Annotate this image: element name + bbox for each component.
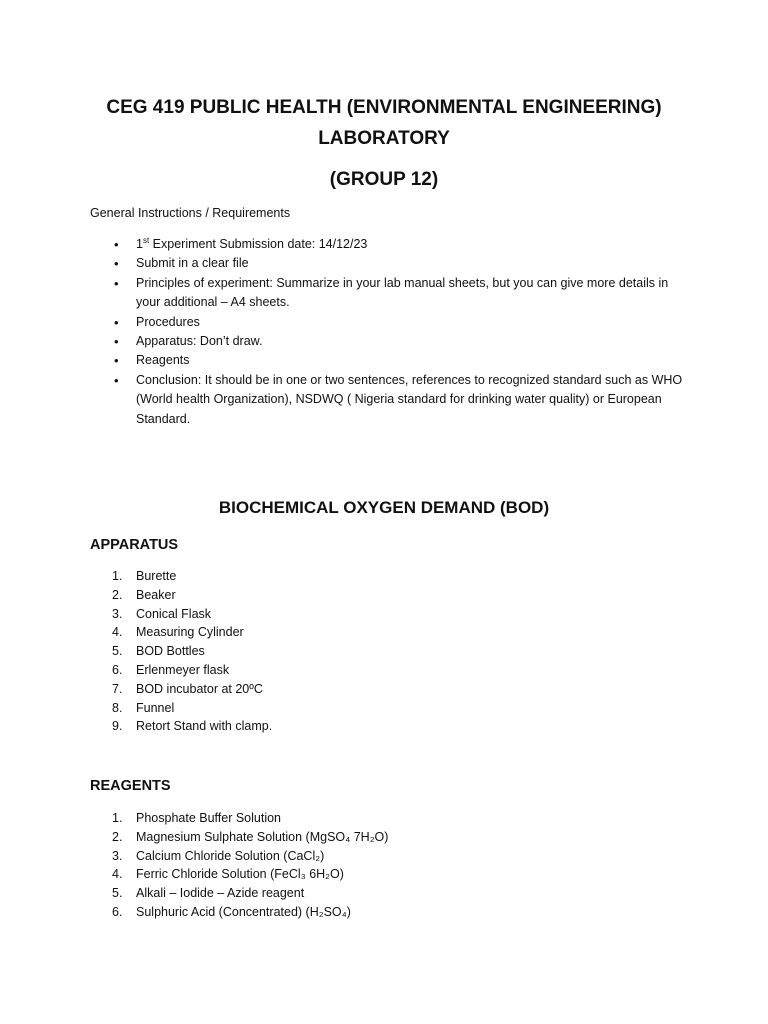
list-item <box>90 680 690 699</box>
list-item-text: Sulphuric Acid (Concentrated) (H₂SO₄) <box>136 904 351 919</box>
list-number: 6. <box>112 904 123 919</box>
list-item-text: Magnesium Sulphate Solution (MgSO₄ 7H₂O) <box>136 829 389 844</box>
list-item-text: Burette <box>136 569 177 583</box>
list-item <box>90 274 690 313</box>
ordinal-suffix: st <box>142 236 150 245</box>
list-item-text: BOD Bottles <box>136 644 205 659</box>
list-item <box>90 903 690 922</box>
general-instructions-label: General Instructions / Requirements <box>90 206 291 220</box>
list-item-text: Retort Stand with clamp. <box>136 719 273 734</box>
list-item <box>90 235 690 254</box>
list-number: 8. <box>112 700 123 715</box>
list-item <box>90 313 690 332</box>
list-item <box>90 661 690 680</box>
instructions-list <box>90 235 690 429</box>
list-number: 9. <box>112 719 123 734</box>
list-number: 5. <box>112 886 123 901</box>
list-item <box>90 642 690 661</box>
list-item <box>90 586 690 605</box>
list-item-text: Erlenmeyer flask <box>136 662 230 677</box>
list-number: 3. <box>112 848 123 863</box>
list-item-text: Funnel <box>136 700 175 715</box>
apparatus-heading: APPARATUS <box>90 537 179 553</box>
list-item <box>90 371 690 429</box>
list-item-text: Ferric Chloride Solution (FeCl₃ 6H₂O) <box>136 867 344 882</box>
list-item-text: Experiment Submission date: 14/12/23 <box>149 237 368 251</box>
list-number: 4. <box>112 625 123 640</box>
list-item-text: Conclusion: It should be in one or two sentences, references to recognized standard such as WHO (World health Organization), NSDWQ ( Nigeria standard for drinking water quality) or European Standard. <box>136 372 683 426</box>
list-item <box>90 623 690 642</box>
list-number: 2. <box>112 829 123 844</box>
list-item <box>90 332 690 351</box>
list-item-text: Calcium Chloride Solution (CaCl₂) <box>136 848 325 863</box>
list-item <box>90 254 690 273</box>
document-title-line-2: LABORATORY <box>318 128 450 149</box>
reagents-heading: REAGENTS <box>90 778 171 794</box>
section-title: BIOCHEMICAL OXYGEN DEMAND (BOD) <box>218 498 550 517</box>
list-number: 4. <box>112 867 123 882</box>
document-title-line-1: CEG 419 PUBLIC HEALTH (ENVIRONMENTAL ENGINEERING) <box>106 97 662 118</box>
list-item <box>90 865 690 884</box>
list-item <box>90 884 690 903</box>
document-group-label: (GROUP 12) <box>329 169 439 190</box>
list-number: 5. <box>112 644 123 659</box>
apparatus-list <box>90 567 690 736</box>
list-item <box>90 717 690 736</box>
list-number: 1. <box>112 569 123 583</box>
list-number: 6. <box>112 662 123 677</box>
list-item <box>90 847 690 866</box>
list-item-text: Measuring Cylinder <box>136 625 244 640</box>
list-item-text: BOD incubator at 20ºC <box>136 681 263 696</box>
list-item <box>90 567 690 586</box>
list-item <box>90 605 690 624</box>
list-item-text: Phosphate Buffer Solution <box>136 811 282 825</box>
list-item-text: Apparatus: Don’t draw. <box>136 334 263 349</box>
list-item-text: Beaker <box>136 587 176 602</box>
list-item-text: Alkali – Iodide – Azide reagent <box>136 886 305 901</box>
list-number: 2. <box>112 587 123 602</box>
list-item <box>90 699 690 718</box>
list-item-text: Principles of experiment: Summarize in your lab manual sheets, but you can give more details in your additional – A4 sheets. <box>136 275 669 310</box>
list-number: 7. <box>112 681 123 696</box>
reagents-list <box>90 809 690 922</box>
list-item <box>90 809 690 828</box>
list-number: 1. <box>112 811 123 825</box>
list-item-text: Submit in a clear file <box>136 256 249 271</box>
list-item-text: Procedures <box>136 314 200 329</box>
list-item-text: Conical Flask <box>136 606 212 621</box>
list-item <box>90 351 690 370</box>
list-number: 3. <box>112 606 123 621</box>
list-item-text: Reagents <box>136 353 190 368</box>
list-item <box>90 828 690 847</box>
ordinal-number: 1 <box>136 237 143 251</box>
